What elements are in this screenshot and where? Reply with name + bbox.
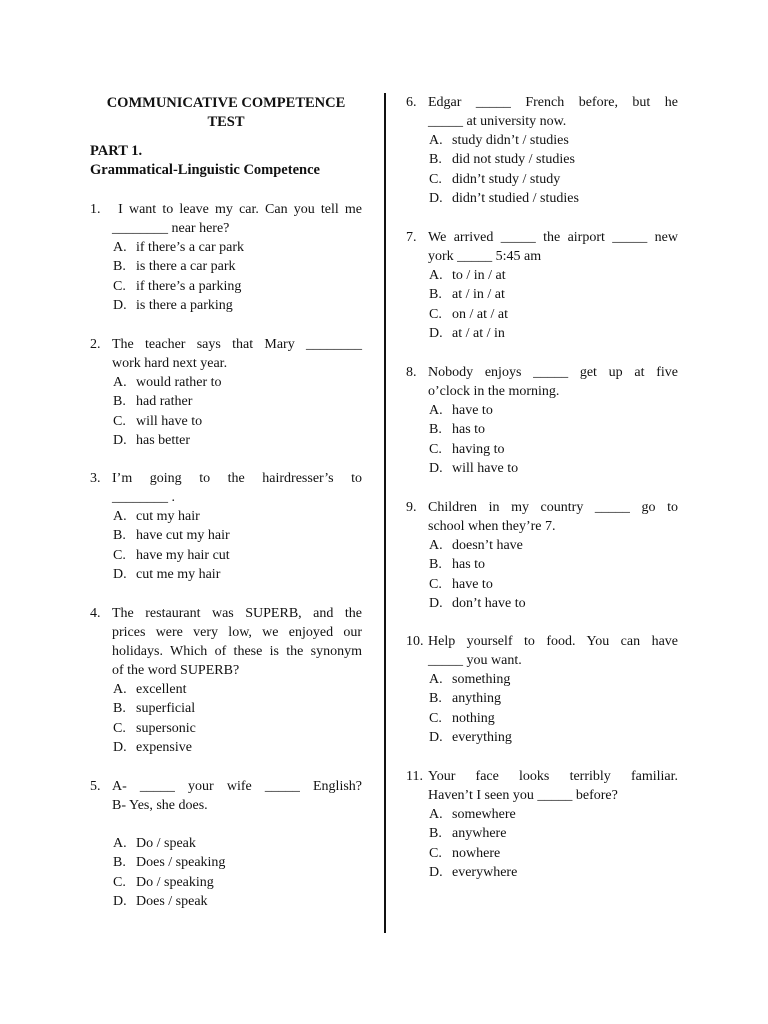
answer-options: [113, 680, 362, 758]
question-number: 6.: [406, 95, 417, 110]
option-letter: D.: [429, 596, 443, 612]
option-text: would rather to: [136, 375, 222, 390]
answer-option[interactable]: [113, 526, 362, 545]
option-text: superficial: [136, 701, 196, 717]
question-stem: [90, 335, 362, 373]
answer-option[interactable]: [429, 709, 678, 728]
answer-option[interactable]: [429, 689, 678, 708]
option-text: did not study / studies: [452, 152, 575, 168]
question-text-line: Help yourself to food. You can have: [428, 634, 678, 649]
option-text: cut my hair: [136, 509, 200, 524]
question-6: [406, 93, 678, 209]
question-2: [90, 335, 362, 451]
option-text: expensive: [136, 740, 192, 756]
option-letter: C.: [429, 441, 442, 457]
answer-option[interactable]: [429, 324, 678, 343]
option-text: Does / speak: [136, 894, 208, 910]
option-text: something: [452, 672, 511, 687]
option-letter: B.: [113, 855, 126, 871]
answer-option[interactable]: [113, 277, 362, 296]
option-text: will have to: [136, 413, 203, 429]
option-text: don’t have to: [452, 596, 526, 612]
option-text: at / in / at: [452, 287, 505, 303]
option-text: anywhere: [452, 826, 507, 842]
question-stem: [90, 469, 362, 507]
column-divider: [384, 93, 386, 933]
option-letter: D.: [429, 191, 443, 207]
option-text: study didn’t / studies: [452, 133, 569, 148]
question-text-line: school when they’re 7.: [428, 519, 556, 534]
option-letter: B.: [429, 422, 442, 438]
question-text-line: Your face looks terribly familiar.: [428, 769, 678, 784]
option-text: had rather: [136, 394, 193, 410]
answer-option[interactable]: [429, 285, 678, 304]
option-text: have cut my hair: [136, 528, 230, 544]
option-letter: A.: [429, 133, 443, 148]
option-letter: B.: [113, 701, 126, 717]
answer-option[interactable]: [113, 892, 362, 911]
option-letter: B.: [113, 394, 126, 410]
answer-option[interactable]: [429, 305, 678, 324]
question-number: 10.: [406, 634, 424, 649]
answer-option[interactable]: [429, 420, 678, 439]
question-stem: [406, 363, 678, 401]
answer-options: [113, 373, 362, 451]
option-letter: B.: [113, 528, 126, 544]
question-stem: [90, 200, 362, 238]
option-text: on / at / at: [452, 306, 508, 322]
part-subtitle: Grammatical-Linguistic Competence: [90, 162, 320, 178]
option-text: if there’s a parking: [136, 278, 242, 294]
question-text-line: We arrived _____ the airport _____ new: [428, 230, 678, 245]
option-letter: C.: [113, 874, 126, 890]
option-letter: D.: [113, 740, 127, 756]
question-text-line: o’clock in the morning.: [428, 384, 560, 399]
answer-option[interactable]: [429, 844, 678, 863]
option-letter: B.: [429, 691, 442, 707]
answer-option[interactable]: [113, 431, 362, 450]
option-text: excellent: [136, 682, 187, 697]
option-letter: D.: [429, 461, 443, 477]
option-letter: D.: [429, 730, 443, 746]
answer-option[interactable]: [113, 834, 362, 853]
answer-options: [429, 805, 678, 883]
question-4: [90, 604, 362, 758]
option-letter: A.: [429, 672, 443, 687]
answer-option[interactable]: [113, 680, 362, 699]
option-letter: A.: [113, 509, 127, 524]
question-number: 11.: [406, 769, 423, 784]
question-5: [90, 777, 362, 912]
answer-option[interactable]: [429, 555, 678, 574]
option-text: has better: [136, 433, 191, 449]
option-text: nothing: [452, 710, 495, 726]
answer-options: [429, 670, 678, 748]
question-text-line: Nobody enjoys _____ get up at five: [428, 365, 678, 380]
question-number: 9.: [406, 500, 417, 515]
option-text: Do / speaking: [136, 874, 214, 890]
question-text-line: holidays. Which of these is the synonym: [112, 644, 362, 659]
option-letter: B.: [429, 557, 442, 573]
option-letter: A.: [113, 240, 127, 255]
answer-option[interactable]: [429, 670, 678, 689]
question-number: 1.: [90, 202, 101, 217]
question-text-line: Haven’t I seen you _____ before?: [428, 788, 618, 803]
question-stem: [90, 604, 362, 680]
question-text-line: Edgar _____ French before, but he: [428, 95, 678, 110]
answer-option[interactable]: [429, 805, 678, 824]
question-stem: [90, 777, 362, 815]
answer-option[interactable]: [113, 873, 362, 892]
option-letter: C.: [113, 720, 126, 736]
answer-option[interactable]: [113, 719, 362, 738]
option-text: have to: [452, 576, 493, 592]
answer-options: [429, 401, 678, 479]
answer-option[interactable]: [429, 863, 678, 882]
question-text-line: prices were very low, we enjoyed our: [112, 625, 362, 640]
option-text: having to: [452, 441, 505, 457]
answer-option[interactable]: [113, 738, 362, 757]
answer-option[interactable]: [429, 189, 678, 208]
question-text: [112, 469, 362, 507]
option-letter: B.: [429, 287, 442, 303]
option-text: if there’s a car park: [136, 240, 245, 255]
answer-option[interactable]: [429, 266, 678, 285]
spacer: [90, 815, 362, 834]
part-label: PART 1.: [90, 143, 143, 159]
question-stem: [406, 767, 678, 805]
question-text: [112, 604, 362, 680]
answer-options: [113, 834, 362, 912]
option-text: Do / speak: [136, 836, 196, 851]
question-number: 3.: [90, 471, 101, 486]
part-heading: [90, 142, 320, 180]
answer-options: [429, 266, 678, 344]
answer-option[interactable]: [113, 296, 362, 315]
question-number: 4.: [90, 606, 101, 621]
option-letter: D.: [429, 865, 443, 881]
question-1: [90, 200, 362, 316]
answer-option[interactable]: [429, 459, 678, 478]
answer-option[interactable]: [113, 412, 362, 431]
question-stem: [406, 632, 678, 670]
option-text: cut me my hair: [136, 567, 221, 583]
question-8: [406, 363, 678, 479]
question-text-line: A- _____ your wife _____ English?: [112, 779, 362, 794]
question-text: [428, 632, 678, 670]
option-text: to / in / at: [452, 268, 506, 283]
option-text: have my hair cut: [136, 547, 230, 563]
answer-options: [429, 131, 678, 209]
option-text: is there a parking: [136, 298, 233, 314]
question-text-line: of the word SUPERB?: [112, 663, 240, 678]
answer-option[interactable]: [429, 440, 678, 459]
test-title: [90, 94, 362, 132]
question-9: [406, 498, 678, 614]
option-letter: A.: [429, 538, 443, 553]
option-text: somewhere: [452, 807, 516, 822]
option-letter: C.: [429, 576, 442, 592]
question-text-line: york _____ 5:45 am: [428, 249, 542, 264]
question-number: 5.: [90, 779, 101, 794]
question-text-line: B- Yes, she does.: [112, 798, 208, 813]
option-letter: C.: [113, 413, 126, 429]
option-letter: C.: [429, 710, 442, 726]
question-text: [428, 93, 678, 131]
answer-option[interactable]: [113, 373, 362, 392]
option-text: everywhere: [452, 865, 518, 881]
option-letter: B.: [429, 826, 442, 842]
option-letter: C.: [429, 845, 442, 861]
question-number: 7.: [406, 230, 417, 245]
answer-option[interactable]: [113, 853, 362, 872]
option-letter: A.: [429, 807, 443, 822]
question-11: [406, 767, 678, 883]
title-line-2: TEST: [207, 114, 245, 130]
answer-option[interactable]: [429, 575, 678, 594]
question-text-line: I’m going to the hairdresser’s to: [112, 471, 362, 486]
question-stem: [406, 228, 678, 266]
option-text: has to: [452, 422, 486, 438]
question-stem: [406, 93, 678, 131]
option-letter: C.: [429, 171, 442, 187]
question-stem: [406, 498, 678, 536]
answer-option[interactable]: [429, 401, 678, 420]
question-number: 2.: [90, 337, 101, 352]
option-letter: A.: [113, 682, 127, 697]
question-3: [90, 469, 362, 585]
question-text-line: The restaurant was SUPERB, and the: [112, 606, 362, 621]
option-letter: D.: [113, 567, 127, 583]
option-letter: D.: [429, 326, 443, 342]
option-text: Does / speaking: [136, 855, 226, 871]
answer-option[interactable]: [429, 824, 678, 843]
question-text: [428, 228, 678, 266]
answer-option[interactable]: [429, 170, 678, 189]
answer-option[interactable]: [429, 594, 678, 613]
answer-option[interactable]: [429, 150, 678, 169]
answer-option[interactable]: [429, 728, 678, 747]
option-letter: A.: [429, 403, 443, 418]
question-text-line: work hard next year.: [112, 356, 228, 371]
answer-option[interactable]: [113, 546, 362, 565]
answer-option[interactable]: [113, 699, 362, 718]
option-text: doesn’t have: [452, 538, 523, 553]
option-text: supersonic: [136, 720, 196, 736]
question-text: [112, 777, 362, 815]
option-text: has to: [452, 557, 486, 573]
option-letter: B.: [429, 152, 442, 168]
question-text-line: ________ .: [112, 490, 175, 505]
option-letter: D.: [113, 433, 127, 449]
answer-option[interactable]: [113, 257, 362, 276]
answer-option[interactable]: [113, 238, 362, 257]
answer-option[interactable]: [113, 507, 362, 526]
answer-option[interactable]: [113, 565, 362, 584]
answer-option[interactable]: [429, 131, 678, 150]
answer-option[interactable]: [429, 536, 678, 555]
option-text: is there a car park: [136, 259, 236, 275]
option-letter: D.: [113, 894, 127, 910]
answer-options: [113, 238, 362, 316]
option-text: everything: [452, 730, 512, 746]
question-text-line: _____ you want.: [428, 653, 522, 668]
question-text-line: Children in my country _____ go to: [428, 500, 678, 515]
option-text: anything: [452, 691, 501, 707]
option-text: didn’t studied / studies: [452, 191, 579, 207]
option-letter: D.: [113, 298, 127, 314]
answer-options: [429, 536, 678, 614]
question-text-line: I want to leave my car. Can you tell me: [112, 202, 363, 217]
question-text-line: _____ at university now.: [428, 114, 567, 129]
option-letter: C.: [113, 278, 126, 294]
question-text: [112, 335, 362, 373]
question-text: [428, 767, 678, 805]
title-line-1: COMMUNICATIVE COMPETENCE: [106, 95, 346, 111]
question-text: [112, 200, 362, 238]
option-letter: C.: [429, 306, 442, 322]
option-letter: A.: [429, 268, 443, 283]
option-letter: A.: [113, 375, 127, 390]
answer-option[interactable]: [113, 392, 362, 411]
option-text: nowhere: [452, 845, 501, 861]
question-text-line: ________ near here?: [112, 221, 230, 236]
option-letter: B.: [113, 259, 126, 275]
option-text: will have to: [452, 461, 519, 477]
answer-options: [113, 507, 362, 585]
option-letter: C.: [113, 547, 126, 563]
option-text: at / at / in: [452, 326, 505, 342]
question-10: [406, 632, 678, 748]
question-text: [428, 498, 678, 536]
question-7: [406, 228, 678, 344]
option-text: have to: [452, 403, 493, 418]
question-text: [428, 363, 678, 401]
question-text-line: The teacher says that Mary ________: [112, 337, 362, 352]
question-number: 8.: [406, 365, 417, 380]
option-text: didn’t study / study: [452, 171, 561, 187]
option-letter: A.: [113, 836, 127, 851]
